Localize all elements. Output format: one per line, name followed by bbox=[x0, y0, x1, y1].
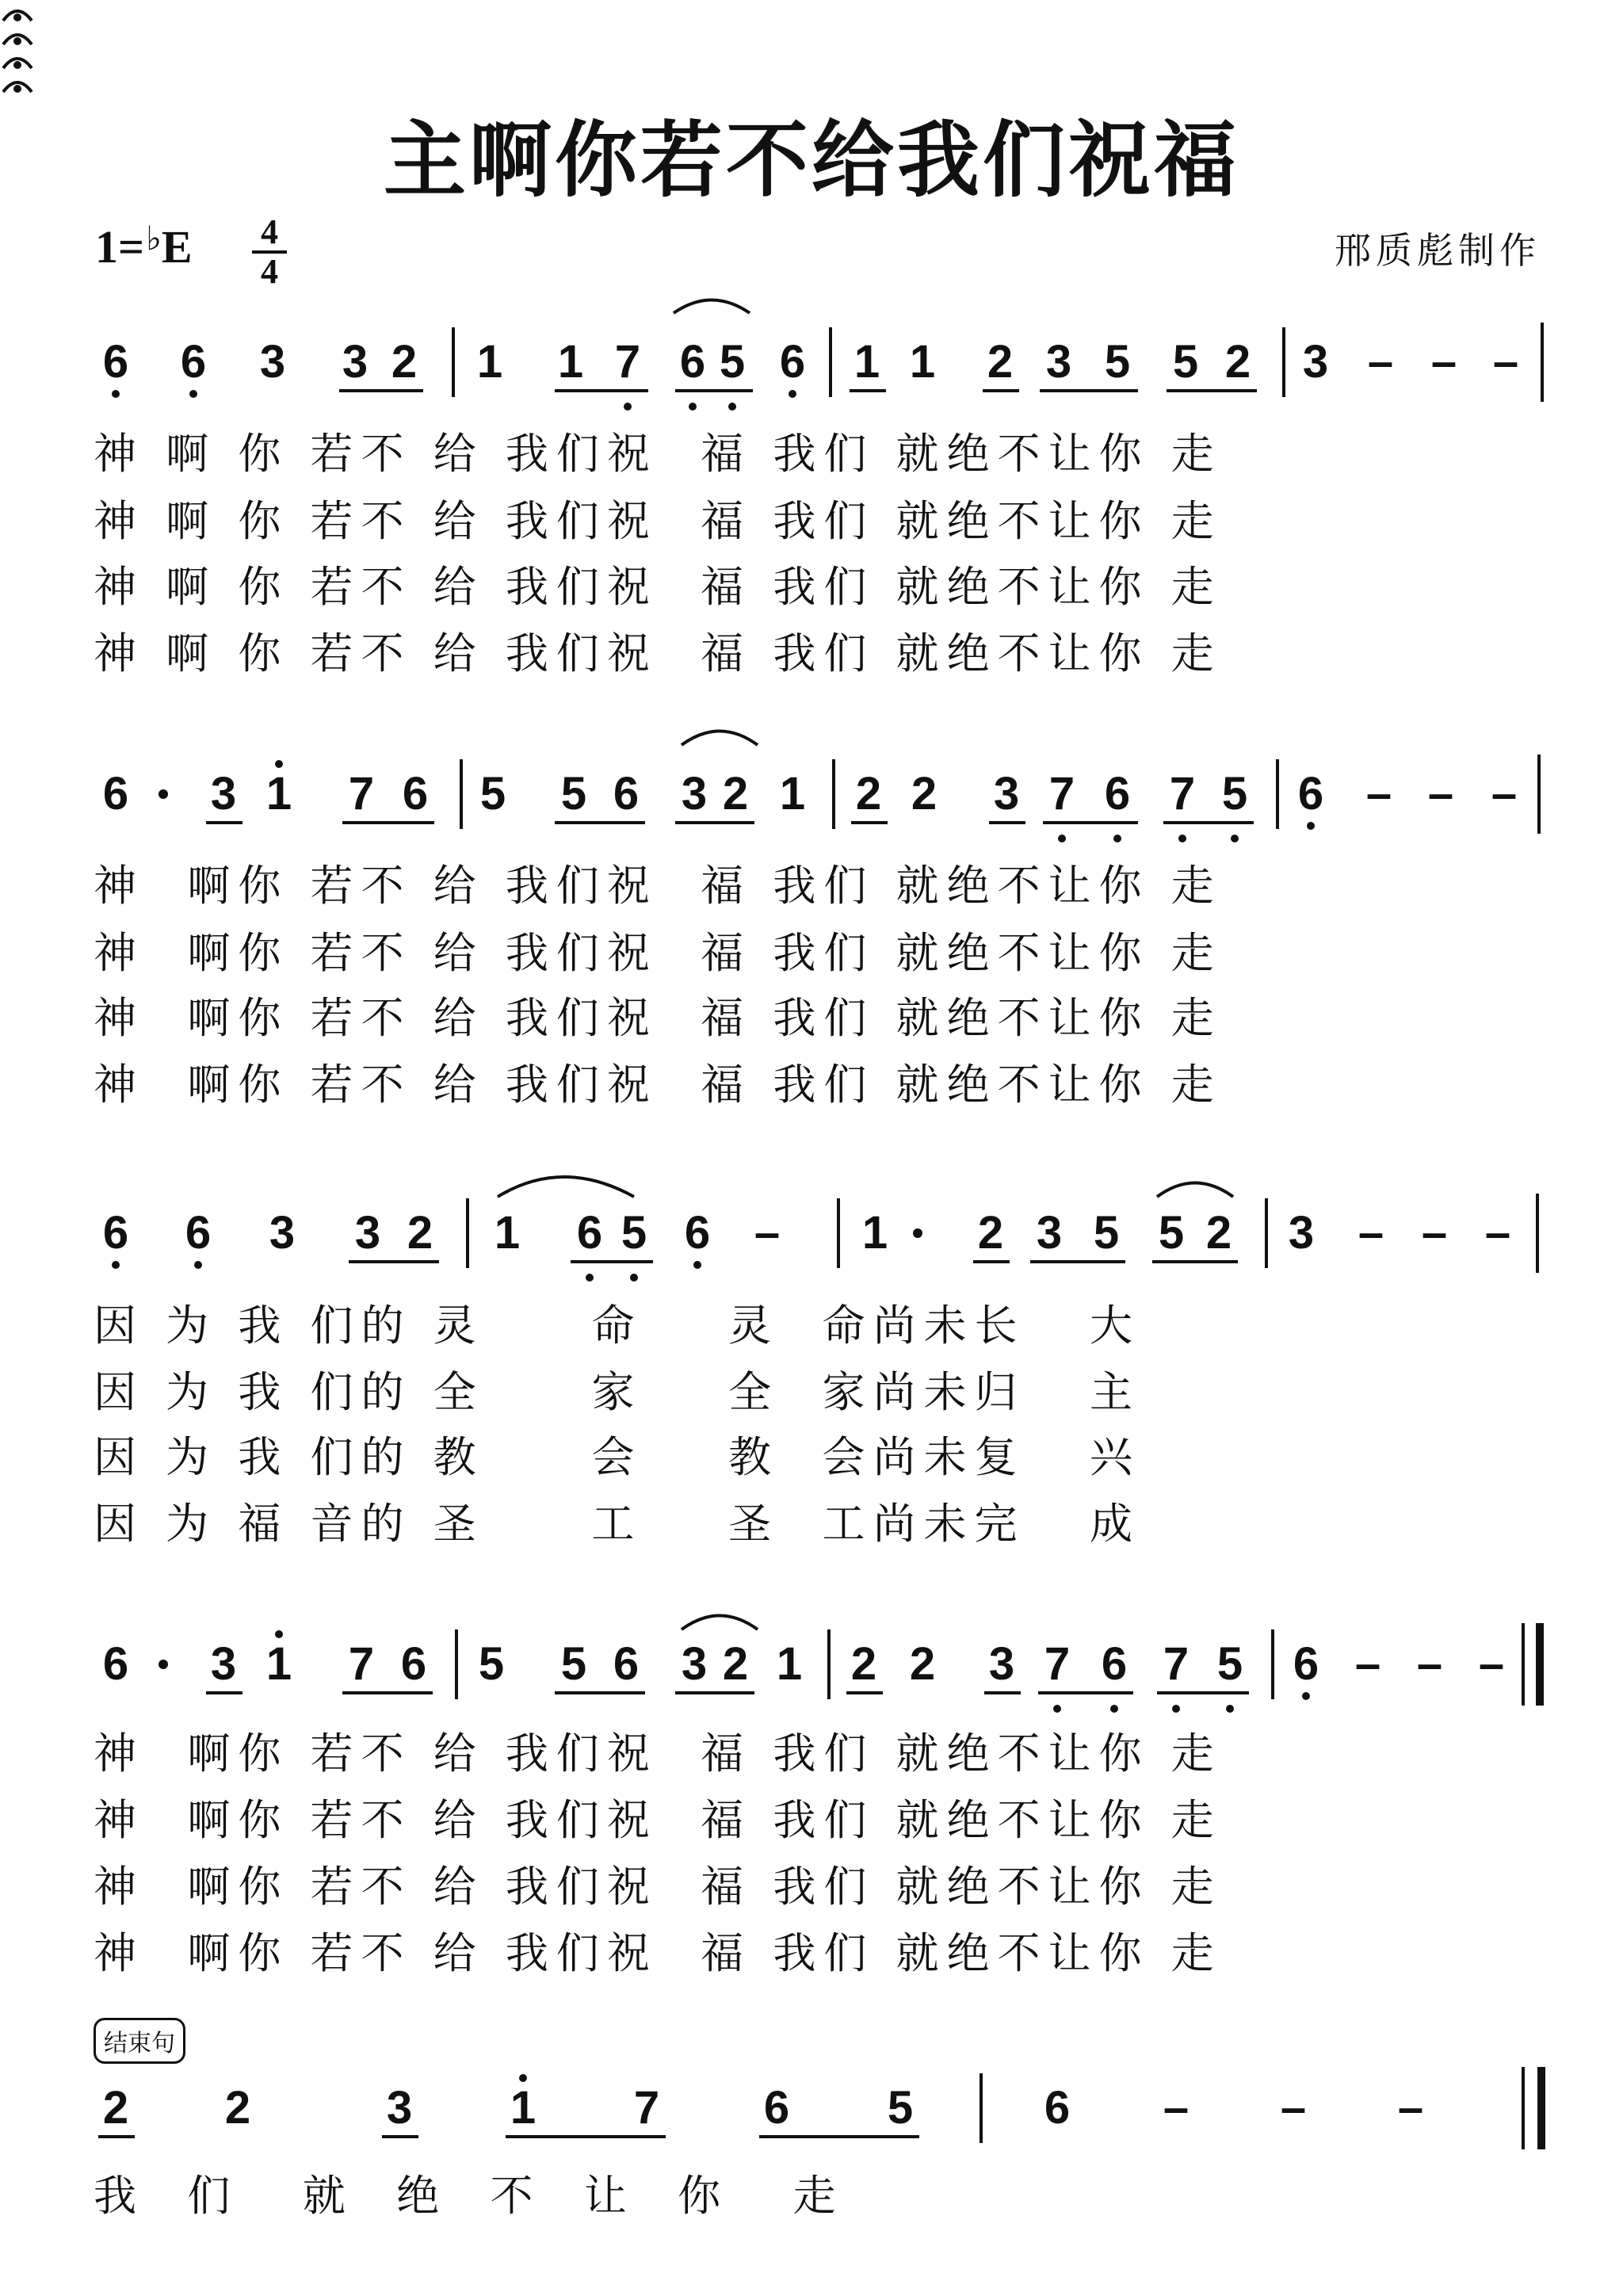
note: 2 bbox=[722, 768, 749, 819]
note: 5 bbox=[479, 768, 506, 819]
note: 5 bbox=[887, 2082, 914, 2134]
dash-rest: – bbox=[754, 1207, 781, 1259]
note: 7 bbox=[348, 768, 375, 819]
note: 6 bbox=[179, 1210, 217, 1256]
note: 1 bbox=[776, 1638, 803, 1690]
lyric-line: 因 为 福 音的 圣 工 圣 工尚未完 成 bbox=[94, 1499, 1140, 1549]
note: 2 bbox=[850, 1638, 877, 1690]
note: 5 bbox=[713, 339, 751, 385]
note: 2 bbox=[102, 2082, 129, 2134]
note: 5 bbox=[560, 768, 587, 819]
note: 6 bbox=[400, 1638, 427, 1690]
dash-rest: – bbox=[1427, 768, 1454, 819]
note: 2 bbox=[909, 1638, 936, 1690]
note: 3 bbox=[1036, 1207, 1063, 1259]
dash-rest: – bbox=[1430, 336, 1457, 388]
note: 3 bbox=[210, 1638, 237, 1690]
note: 1 bbox=[476, 336, 503, 388]
note: 2 bbox=[987, 336, 1014, 388]
note: 2 bbox=[224, 2082, 251, 2134]
note: 6 bbox=[97, 1210, 135, 1256]
note: 6 bbox=[613, 1638, 640, 1690]
note: 5 bbox=[615, 1210, 653, 1256]
note: 5 bbox=[1104, 336, 1131, 388]
note: 5 bbox=[478, 1638, 505, 1690]
note: 3 bbox=[1045, 336, 1072, 388]
lyric-line: 神 啊你 若不 给 我们祝 福 我们 就绝不让你 走 bbox=[94, 1795, 1222, 1845]
dash-rest: – bbox=[1365, 768, 1392, 819]
lyric-line: 因 为 我 们的 全 家 全 家尚未归 主 bbox=[94, 1367, 1140, 1417]
dash-rest: – bbox=[1358, 1207, 1384, 1259]
note: 3 bbox=[386, 2082, 413, 2134]
note: 6 bbox=[97, 339, 135, 385]
note: 3 bbox=[269, 1207, 296, 1259]
note: 2 bbox=[722, 1638, 749, 1690]
slur bbox=[1157, 1183, 1233, 1198]
note: 5 bbox=[1216, 771, 1254, 817]
note: 3 bbox=[993, 768, 1020, 819]
note: 3 bbox=[1302, 336, 1329, 388]
note: 6 bbox=[1287, 1641, 1325, 1687]
note: 6 bbox=[674, 339, 712, 385]
lyric-line: 神 啊 你 若不 给 我们祝 福 我们 就绝不让你 走 bbox=[94, 628, 1222, 678]
note: 5 bbox=[560, 1638, 587, 1690]
note: 5 bbox=[1172, 336, 1199, 388]
dash-rest: – bbox=[1416, 1638, 1443, 1690]
lyric-line: 神 啊你 若不 给 我们祝 福 我们 就绝不让你 走 bbox=[94, 1928, 1222, 1978]
note: 6 bbox=[678, 1210, 716, 1256]
note: 7 bbox=[348, 1638, 375, 1690]
note: 6 bbox=[1098, 771, 1136, 817]
note: 6 bbox=[1292, 771, 1330, 817]
dash-rest: – bbox=[1478, 1638, 1505, 1690]
slur bbox=[674, 300, 750, 314]
note: 5 bbox=[1211, 1641, 1249, 1687]
note: 3 bbox=[1288, 1207, 1315, 1259]
note: 3 bbox=[259, 336, 286, 388]
note: 1 bbox=[260, 1641, 298, 1687]
dash-rest: – bbox=[1354, 1638, 1381, 1690]
note: 2 bbox=[855, 768, 882, 819]
dash-rest: – bbox=[1421, 1207, 1448, 1259]
lyric-line: 神 啊 你 若不 给 我们祝 福 我们 就绝不让你 走 bbox=[94, 496, 1222, 546]
note: 3 bbox=[210, 768, 237, 819]
slur bbox=[682, 732, 758, 746]
lyric-line: 神 啊你 若不 给 我们祝 福 我们 就绝不让你 走 bbox=[94, 861, 1222, 911]
dash-rest: – bbox=[1491, 768, 1518, 819]
author-credit: 邢质彪制作 bbox=[1335, 229, 1541, 272]
note: 6 bbox=[102, 768, 129, 819]
lyric-line: 神 啊 你 若不 给 我们祝 福 我们 就绝不让你 走 bbox=[94, 429, 1222, 479]
song-title: 主啊你若不给我们祝福 bbox=[383, 112, 1239, 208]
lyric-line: 神 啊你 若不 给 我们祝 福 我们 就绝不让你 走 bbox=[94, 1060, 1222, 1110]
note: 6 bbox=[773, 339, 812, 385]
note: 1 bbox=[854, 336, 880, 388]
dash-rest: – bbox=[1163, 2082, 1190, 2134]
note: 7 bbox=[1038, 1641, 1076, 1687]
note: 6 bbox=[1044, 2082, 1071, 2134]
note: 6 bbox=[613, 768, 640, 819]
note: 3 bbox=[681, 1638, 708, 1690]
note: 6 bbox=[402, 768, 429, 819]
lyric-line: 神 啊你 若不 给 我们祝 福 我们 就绝不让你 走 bbox=[94, 1729, 1222, 1778]
note: 3 bbox=[988, 1638, 1015, 1690]
note: 5 bbox=[1158, 1207, 1185, 1259]
lyric-line: 神 啊你 若不 给 我们祝 福 我们 就绝不让你 走 bbox=[94, 1862, 1222, 1912]
note: 7 bbox=[1043, 771, 1081, 817]
note: 1 bbox=[260, 771, 298, 817]
note: 2 bbox=[977, 1207, 1004, 1259]
note: 2 bbox=[911, 768, 938, 819]
lyric-line: 我 们 就 绝 不 让 你 走 bbox=[94, 2171, 844, 2221]
note: 6 bbox=[1095, 1641, 1133, 1687]
lyric-line: 神 啊你 若不 给 我们祝 福 我们 就绝不让你 走 bbox=[94, 993, 1222, 1043]
note: 7 bbox=[1157, 1641, 1195, 1687]
note: 1 bbox=[779, 768, 806, 819]
dash-rest: – bbox=[1367, 336, 1394, 388]
note: 1 bbox=[557, 336, 584, 388]
lyric-line: 神 啊你 若不 给 我们祝 福 我们 就绝不让你 走 bbox=[94, 928, 1222, 978]
note: 7 bbox=[633, 2082, 660, 2134]
dash-rest: – bbox=[1280, 2082, 1307, 2134]
note: 3 bbox=[354, 1207, 381, 1259]
lyric-line: 神 啊 你 若不 给 我们祝 福 我们 就绝不让你 走 bbox=[94, 562, 1222, 612]
note: 2 bbox=[407, 1207, 433, 1259]
note: 3 bbox=[681, 768, 708, 819]
lyric-line: 因 为 我 们的 灵 命 灵 命尚未长 大 bbox=[94, 1301, 1140, 1350]
note: 5 bbox=[1093, 1207, 1120, 1259]
note: 6 bbox=[102, 1638, 129, 1690]
note: 1 bbox=[909, 336, 936, 388]
note: 6 bbox=[174, 339, 212, 385]
note: 3 bbox=[342, 336, 369, 388]
key-signature: 1=♭E bbox=[95, 221, 193, 273]
dash-rest: – bbox=[1492, 336, 1519, 388]
note: 6 bbox=[571, 1210, 609, 1256]
slur bbox=[498, 1177, 634, 1197]
note: 2 bbox=[1224, 336, 1251, 388]
slur bbox=[682, 1616, 758, 1630]
note: 6 bbox=[763, 2082, 790, 2134]
note: 1 bbox=[504, 2085, 542, 2131]
note: 7 bbox=[1163, 771, 1201, 817]
note: 2 bbox=[1205, 1207, 1232, 1259]
dash-rest: – bbox=[1484, 1207, 1511, 1259]
note: 7 bbox=[609, 339, 647, 385]
lyric-line: 因 为 我 们的 教 会 教 会尚未复 兴 bbox=[94, 1432, 1140, 1482]
note: 1 bbox=[861, 1207, 888, 1259]
time-signature: 4 4 bbox=[252, 216, 287, 288]
coda-tag: 结束句 bbox=[94, 2018, 185, 2064]
dash-rest: – bbox=[1397, 2082, 1424, 2134]
note: 2 bbox=[391, 336, 418, 388]
note: 1 bbox=[494, 1207, 521, 1259]
